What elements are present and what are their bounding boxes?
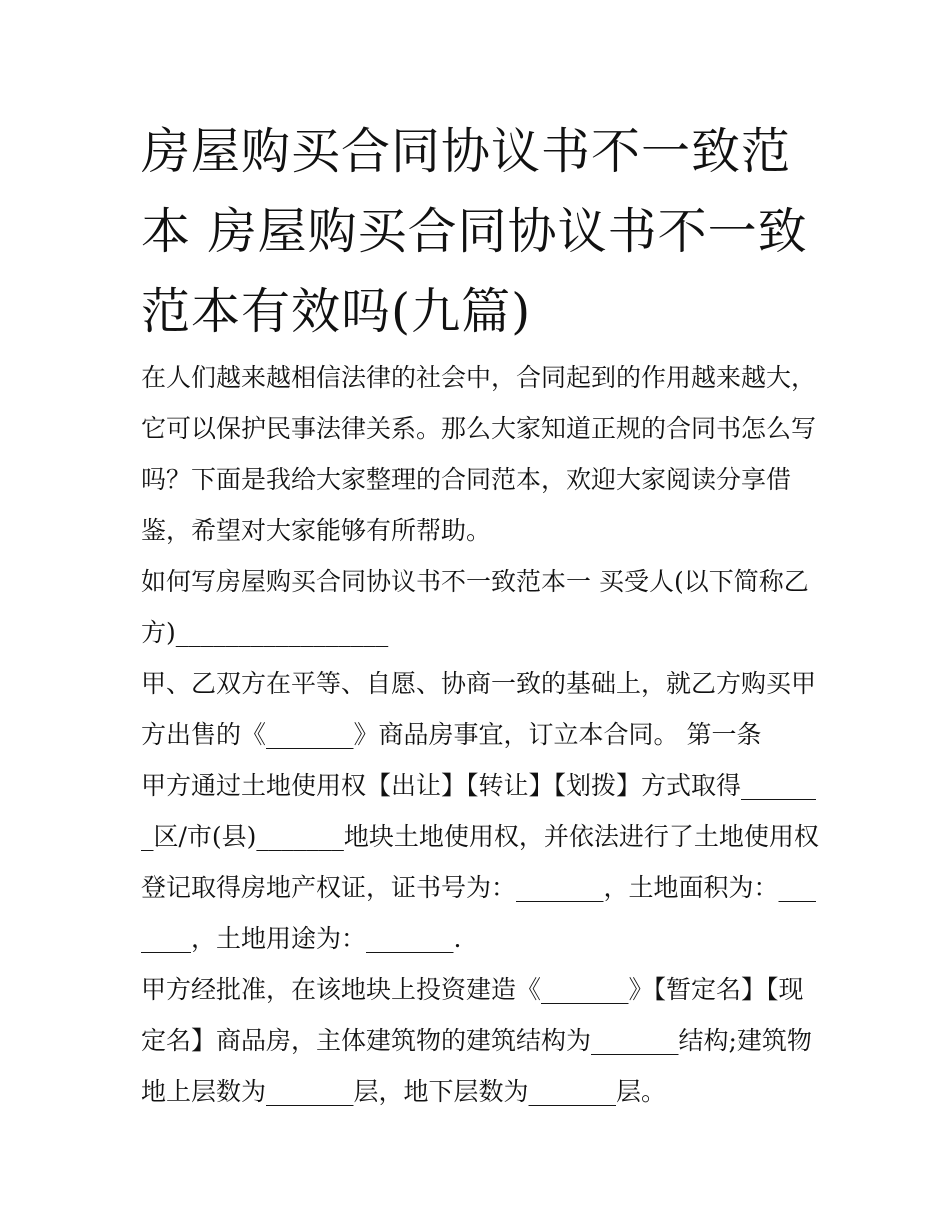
paragraph-intro: 在人们越来越相信法律的社会中，合同起到的作用越来越大，它可以保护民事法律关系。那么大家知道正规的合同书怎么写吗？下面是我给大家整理的合同范本，欢迎大家阅读分享借鉴，希望对大家能够有所帮助。 <box>141 363 817 545</box>
paragraph-construction: 甲方经批准，在该地块上投资建造《_______》【暂定名】【现定名】商品房，主体建筑物的建筑结构为_______结构;建筑物地上层数为_______层，地下层数为_______层。 <box>141 975 812 1106</box>
paragraph-land-rights: 甲方通过土地使用权【出让】【转让】【划拨】方式取得_______区/市(县)_______地块土地使用权，并依法进行了土地使用权登记取得房地产权证，证书号为：_______，土地面积为：_______，土地用途为：_______. <box>141 771 819 953</box>
paragraph-buyer: 如何写房屋购买合同协议书不一致范本一 买受人(以下简称乙方)_________________ <box>141 567 809 647</box>
paragraph-agreement: 甲、乙双方在平等、自愿、协商一致的基础上，就乙方购买甲方出售的《_______》商品房事宜，订立本合同。 第一条 <box>141 669 817 749</box>
document-title: 房屋购买合同协议书不一致范本 房屋购买合同协议书不一致范本有效吗(九篇) <box>141 123 808 340</box>
document-body <box>141 352 821 1117</box>
